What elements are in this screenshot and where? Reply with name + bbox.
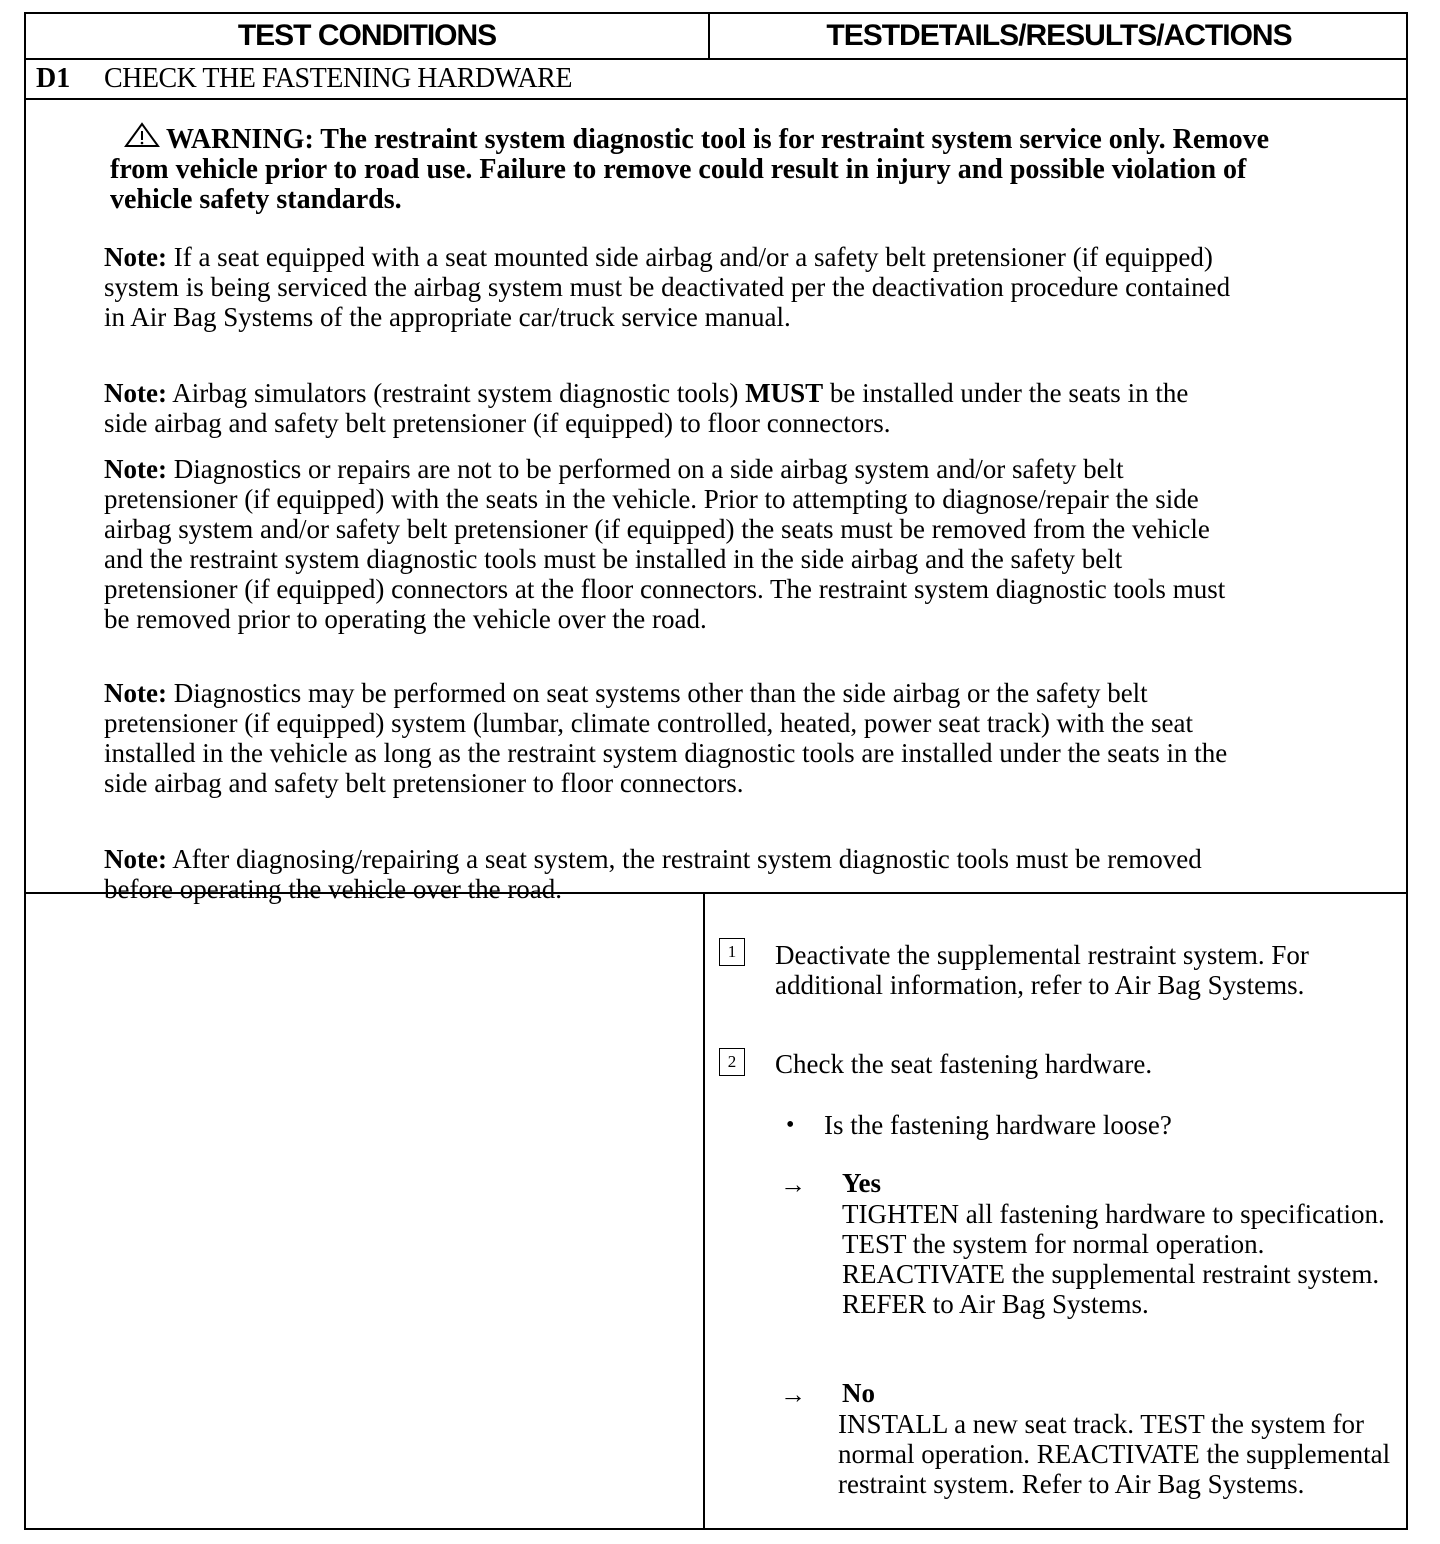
- warning-text: WARNING: The restraint system diagnostic tool is for restraint system service only. Remove from vehicle prior to road use. Failure to remove could result in injury and possible violation of vehicle safety standards.: [110, 124, 1270, 215]
- yes-arrow-icon: →: [780, 1170, 806, 1199]
- note-5-text: After diagnosing/repairing a seat system, the restraint system diagnostic tools must be removed before operating the vehicle over the road.: [104, 844, 1202, 904]
- column-divider: [703, 894, 705, 1530]
- step-row: [26, 60, 1406, 100]
- note-label: Note:: [104, 844, 167, 874]
- note-4: [104, 678, 1234, 798]
- note-1-text: If a seat equipped with a seat mounted side airbag and/or a safety belt pretensioner (if equipped) system is being serviced the airbag system must be deactivated per the deactivation procedure contained in Air Bag Systems of the appropriate car/truck service manual.: [104, 242, 1231, 332]
- note-4-text: Diagnostics may be performed on seat systems other than the side airbag or the safety belt pretensioner (if equipped) system (lumbar, climate controlled, heated, power seat track) with the seat installed in the vehicle as long as the restraint system diagnostic tools are installed under the seats in the side airbag and safety belt pretensioner to floor connectors.: [104, 678, 1228, 798]
- warning-block: [110, 122, 1310, 215]
- note-2-text-a: Airbag simulators (restraint system diagnostic tools): [172, 378, 739, 408]
- step-title: CHECK THE FASTENING HARDWARE: [104, 63, 572, 94]
- no-arrow-icon: →: [780, 1380, 806, 1409]
- header-test-details: TESTDETAILS/RESULTS/ACTIONS: [826, 19, 1292, 52]
- step-number-box-2: 2: [719, 1048, 745, 1076]
- test-table: [24, 12, 1408, 1530]
- notes-section: [26, 100, 1406, 904]
- note-2-text-b: be installed under the seats in the side airbag and safety belt pretensioner (if equipped) to floor connectors.: [104, 378, 1189, 438]
- note-label: Note:: [104, 242, 167, 272]
- question-text: Is the fastening hardware loose?: [824, 1110, 1172, 1140]
- note-label: Note:: [104, 678, 167, 708]
- note-3: [104, 454, 1234, 634]
- note-2: [104, 378, 1234, 438]
- note-3-text: Diagnostics or repairs are not to be performed on a side airbag system and/or safety belt pretensioner (if equipped) with the seats in the vehicle. Prior to attempting to diagnose/repair the side airbag system and/or safety belt pretensioner (if equipped) the seats must be removed from the vehicle and the restraint system diagnostic tools must be installed in the side airbag and the safety belt pretensioner (if equipped) connectors at the floor connectors. The restraint system diagnostic tools must be removed prior to operating the vehicle over the road.: [104, 454, 1226, 634]
- yes-action-text: TIGHTEN all fastening hardware to specification. TEST the system for normal operation. REACTIVATE the supplemental restraint system. REFER to Air Bag Systems.: [842, 1199, 1385, 1319]
- step-number-box-1: 1: [719, 938, 745, 966]
- action-2-text: Check the seat fastening hardware.: [775, 1049, 1153, 1079]
- note-1: [104, 242, 1234, 332]
- header-test-conditions: TEST CONDITIONS: [26, 14, 710, 58]
- no-label: No: [842, 1378, 875, 1408]
- action-1-text: Deactivate the supplemental restraint system. For additional information, refer to Air Bag Systems.: [775, 940, 1309, 1000]
- bullet: •: [786, 1112, 795, 1138]
- warning-triangle-icon: [124, 122, 160, 148]
- table-header: [26, 14, 1406, 60]
- results-section: [26, 894, 1406, 1530]
- step-id: D1: [36, 63, 71, 94]
- note-label: Note:: [104, 454, 167, 484]
- note-2-must: MUST: [745, 378, 824, 408]
- no-action-text: INSTALL a new seat track. TEST the system for normal operation. REACTIVATE the supplemental restraint system. Refer to Air Bag Systems.: [838, 1409, 1391, 1499]
- yes-label: Yes: [842, 1168, 881, 1198]
- note-label: Note:: [104, 378, 167, 408]
